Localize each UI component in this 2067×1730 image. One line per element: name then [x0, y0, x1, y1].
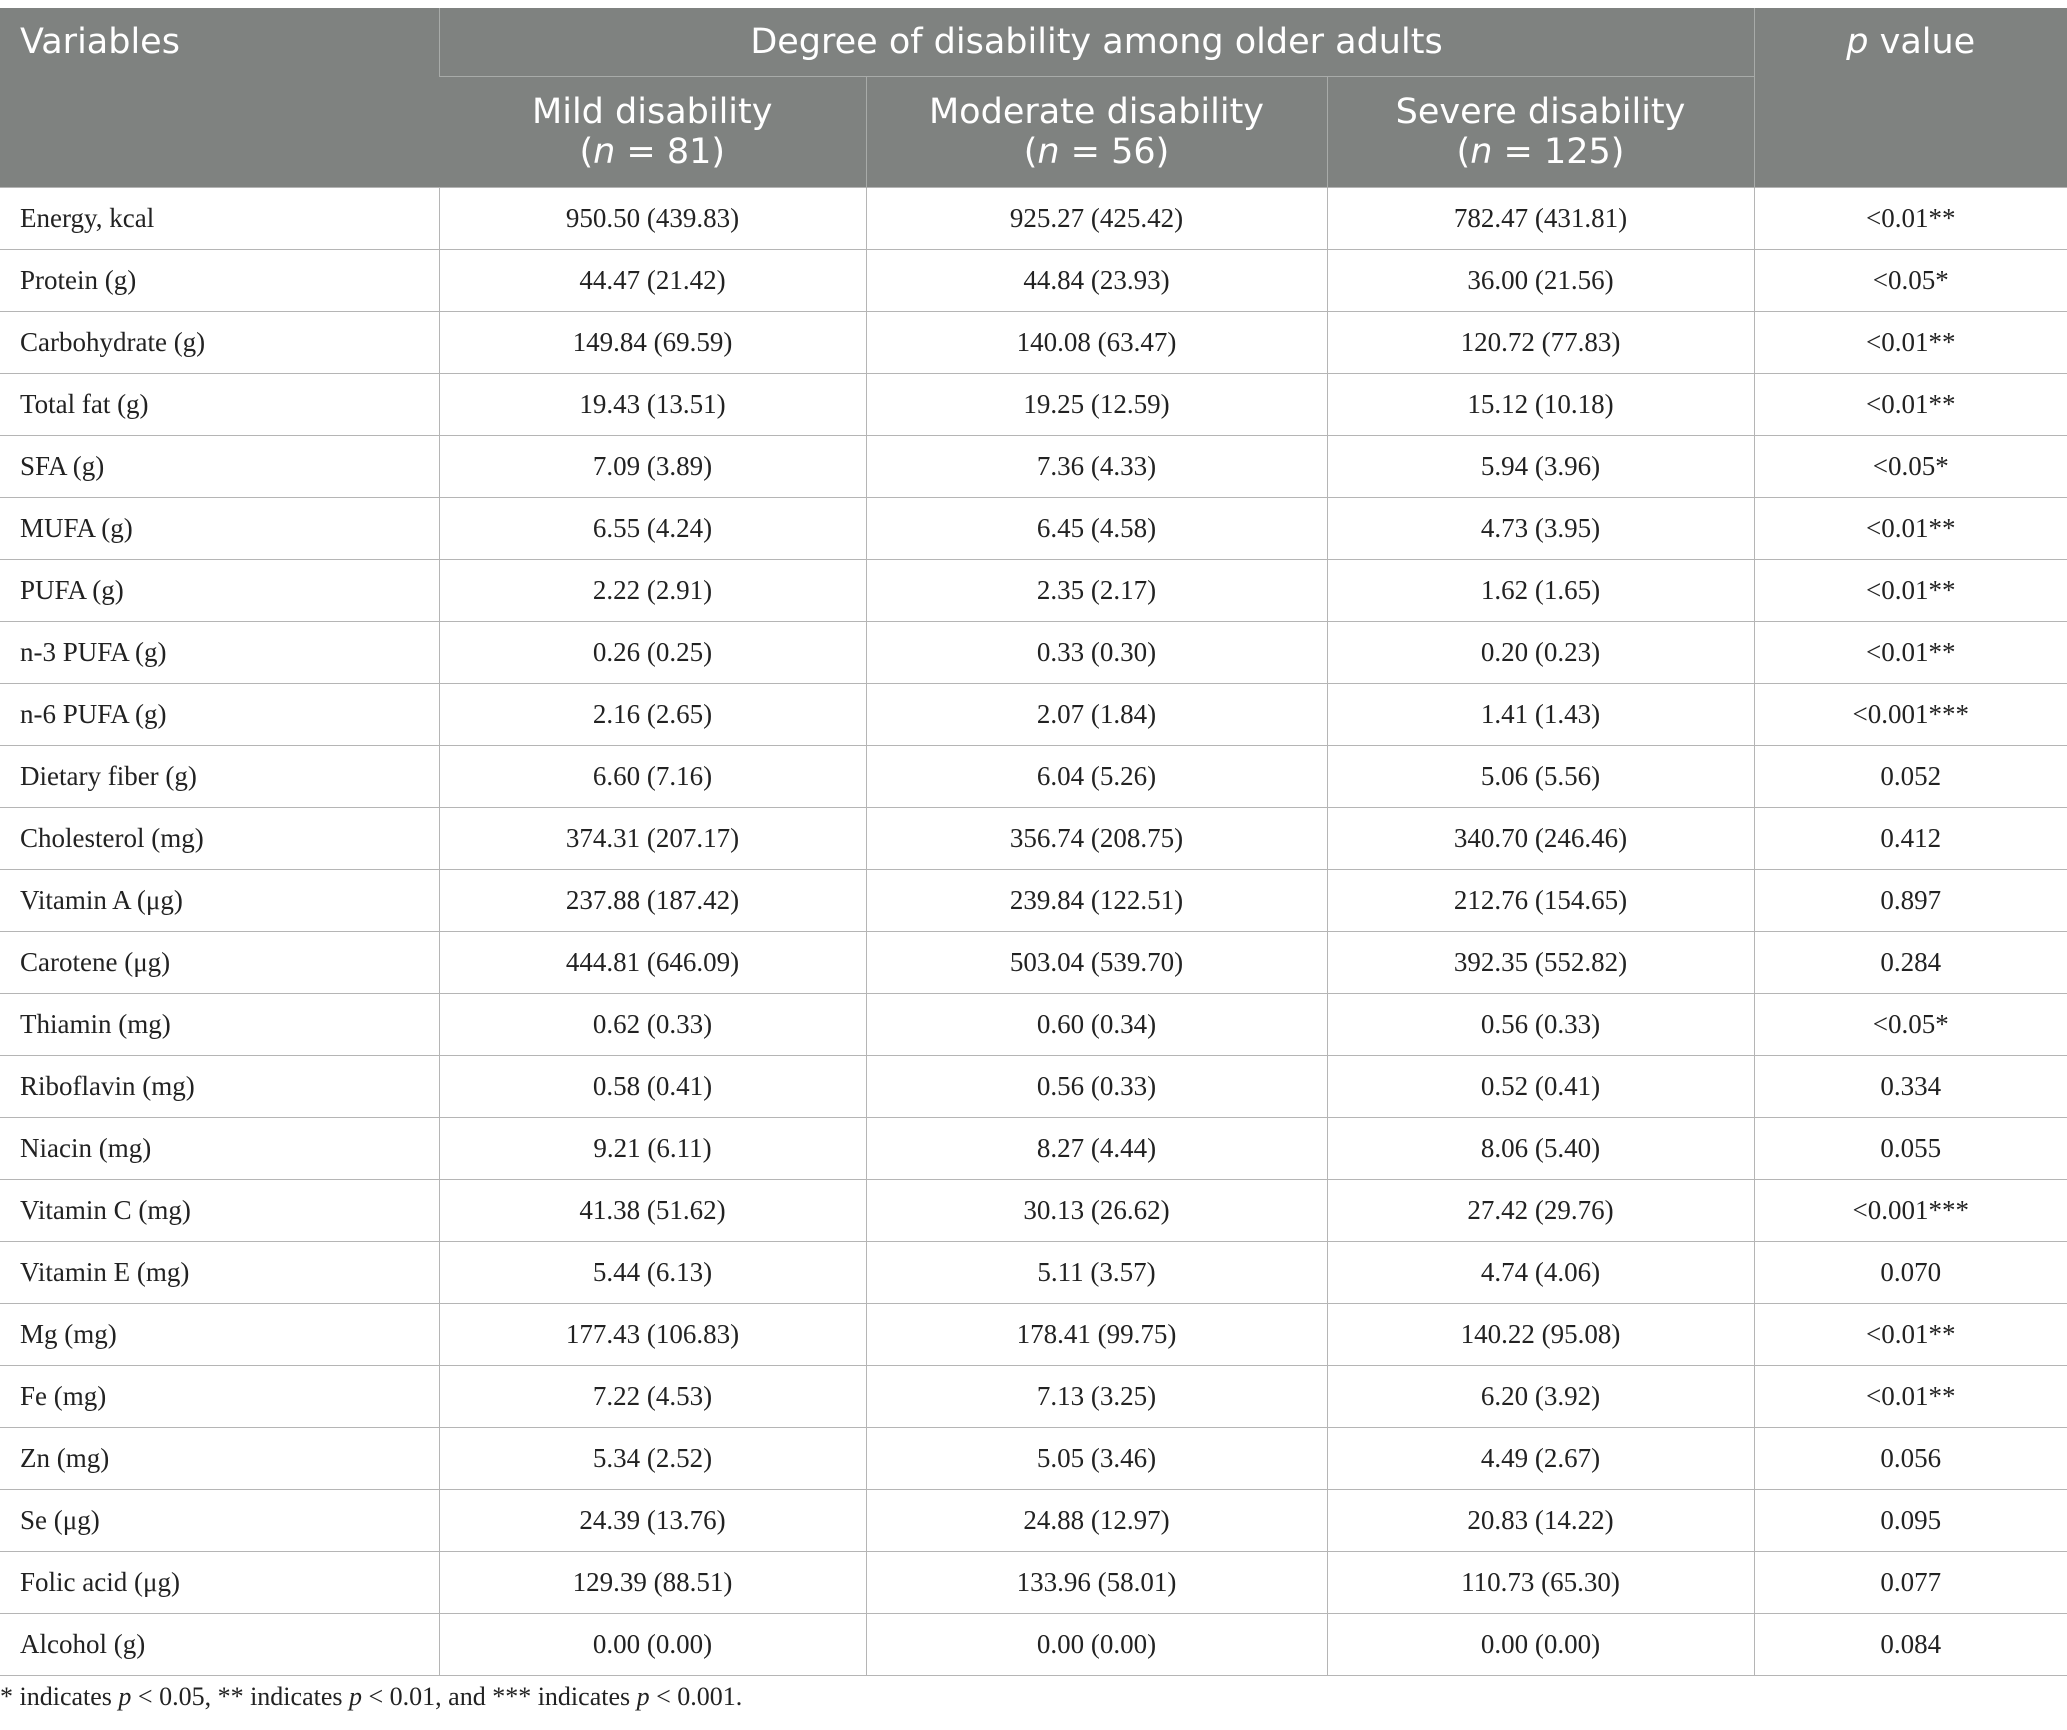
severe-cell: 782.47 (431.81) [1327, 188, 1754, 250]
mild-cell: 9.21 (6.11) [439, 1118, 866, 1180]
table-row [0, 1242, 2067, 1304]
moderate-cell: 925.27 (425.42) [866, 188, 1327, 250]
severe-cell: 4.73 (3.95) [1327, 498, 1754, 560]
moderate-cell: 7.13 (3.25) [866, 1366, 1327, 1428]
table-row [0, 1552, 2067, 1614]
mild-cell: 0.26 (0.25) [439, 622, 866, 684]
severe-cell: 0.20 (0.23) [1327, 622, 1754, 684]
table-row [0, 808, 2067, 870]
mild-cell: 2.16 (2.65) [439, 684, 866, 746]
variable-cell: Vitamin C (mg) [0, 1180, 439, 1242]
p-value-cell: <0.01** [1754, 312, 2067, 374]
header-p-italic: p [1846, 22, 1869, 62]
nutrient-intake-table-container [0, 8, 2067, 1676]
mild-cell: 0.62 (0.33) [439, 994, 866, 1056]
moderate-cell: 24.88 (12.97) [866, 1490, 1327, 1552]
moderate-cell: 6.04 (5.26) [866, 746, 1327, 808]
table-row [0, 312, 2067, 374]
table-row [0, 622, 2067, 684]
moderate-cell: 503.04 (539.70) [866, 932, 1327, 994]
table-row [0, 1490, 2067, 1552]
moderate-cell: 0.00 (0.00) [866, 1614, 1327, 1676]
p-value-cell: 0.056 [1754, 1428, 2067, 1490]
footnote-p-1: p [118, 1682, 132, 1711]
col-moderate-n-value: = 56 [1059, 132, 1156, 172]
col-mild-n-value: = 81 [615, 132, 712, 172]
variable-cell: SFA (g) [0, 436, 439, 498]
col-moderate-n-label: n [1037, 132, 1060, 172]
table-row [0, 994, 2067, 1056]
table-row [0, 1366, 2067, 1428]
table-row [0, 870, 2067, 932]
mild-cell: 5.34 (2.52) [439, 1428, 866, 1490]
p-value-cell: <0.01** [1754, 374, 2067, 436]
severe-cell: 36.00 (21.56) [1327, 250, 1754, 312]
severe-cell: 27.42 (29.76) [1327, 1180, 1754, 1242]
moderate-cell: 30.13 (26.62) [866, 1180, 1327, 1242]
moderate-cell: 19.25 (12.59) [866, 374, 1327, 436]
variable-cell: PUFA (g) [0, 560, 439, 622]
mild-cell: 41.38 (51.62) [439, 1180, 866, 1242]
variable-cell: Se (μg) [0, 1490, 439, 1552]
mild-cell: 2.22 (2.91) [439, 560, 866, 622]
header-variables: Variables [0, 8, 439, 188]
p-value-cell: <0.05* [1754, 994, 2067, 1056]
variable-cell: Carotene (μg) [0, 932, 439, 994]
variable-cell: Fe (mg) [0, 1366, 439, 1428]
severe-cell: 140.22 (95.08) [1327, 1304, 1754, 1366]
p-value-cell: 0.095 [1754, 1490, 2067, 1552]
variable-cell: Vitamin A (μg) [0, 870, 439, 932]
footnote-p-3: p [636, 1682, 650, 1711]
mild-cell: 6.55 (4.24) [439, 498, 866, 560]
p-value-cell: <0.001*** [1754, 1180, 2067, 1242]
variable-cell: Energy, kcal [0, 188, 439, 250]
variable-cell: Cholesterol (mg) [0, 808, 439, 870]
footnote-part-4: < 0.001. [649, 1682, 743, 1711]
table-row [0, 188, 2067, 250]
col-severe-n-value: = 125 [1492, 132, 1611, 172]
moderate-cell: 0.56 (0.33) [866, 1056, 1327, 1118]
header-col-mild: Mild disability (n = 81) [439, 77, 866, 188]
table-row [0, 1118, 2067, 1180]
moderate-cell: 178.41 (99.75) [866, 1304, 1327, 1366]
table-row [0, 374, 2067, 436]
mild-cell: 149.84 (69.59) [439, 312, 866, 374]
moderate-cell: 133.96 (58.01) [866, 1552, 1327, 1614]
p-value-cell: 0.897 [1754, 870, 2067, 932]
table-row [0, 560, 2067, 622]
table-row [0, 1180, 2067, 1242]
variable-cell: n-6 PUFA (g) [0, 684, 439, 746]
severe-cell: 0.56 (0.33) [1327, 994, 1754, 1056]
footnote-part-1: * indicates [0, 1682, 119, 1711]
header-col-moderate: Moderate disability (n = 56) [866, 77, 1327, 188]
p-value-cell: 0.284 [1754, 932, 2067, 994]
mild-cell: 177.43 (106.83) [439, 1304, 866, 1366]
footnote-p-2: p [349, 1682, 362, 1711]
col-moderate-name: Moderate disability [928, 92, 1265, 132]
col-mild-name: Mild disability [532, 92, 773, 132]
variable-cell: Protein (g) [0, 250, 439, 312]
p-value-cell: 0.055 [1754, 1118, 2067, 1180]
moderate-cell: 8.27 (4.44) [866, 1118, 1327, 1180]
p-value-cell: 0.412 [1754, 808, 2067, 870]
variable-cell: Zn (mg) [0, 1428, 439, 1490]
p-value-cell: <0.01** [1754, 188, 2067, 250]
header-p-value [1754, 8, 2067, 188]
table-row [0, 746, 2067, 808]
table-header [0, 8, 2067, 188]
p-value-cell: 0.084 [1754, 1614, 2067, 1676]
mild-cell: 950.50 (439.83) [439, 188, 866, 250]
table-row [0, 1428, 2067, 1490]
mild-cell: 5.44 (6.13) [439, 1242, 866, 1304]
variable-cell: Niacin (mg) [0, 1118, 439, 1180]
severe-cell: 0.52 (0.41) [1327, 1056, 1754, 1118]
variable-cell: Alcohol (g) [0, 1614, 439, 1676]
severe-cell: 110.73 (65.30) [1327, 1552, 1754, 1614]
moderate-cell: 7.36 (4.33) [866, 436, 1327, 498]
severe-cell: 8.06 (5.40) [1327, 1118, 1754, 1180]
mild-cell: 237.88 (187.42) [439, 870, 866, 932]
table-row [0, 932, 2067, 994]
severe-cell: 1.41 (1.43) [1327, 684, 1754, 746]
p-value-cell: <0.01** [1754, 1366, 2067, 1428]
moderate-cell: 5.11 (3.57) [866, 1242, 1327, 1304]
severe-cell: 120.72 (77.83) [1327, 312, 1754, 374]
variable-cell: Thiamin (mg) [0, 994, 439, 1056]
p-value-cell: <0.01** [1754, 498, 2067, 560]
severe-cell: 212.76 (154.65) [1327, 870, 1754, 932]
table-body [0, 188, 2067, 1676]
variable-cell: Mg (mg) [0, 1304, 439, 1366]
variable-cell: n-3 PUFA (g) [0, 622, 439, 684]
severe-cell: 0.00 (0.00) [1327, 1614, 1754, 1676]
mild-cell: 6.60 (7.16) [439, 746, 866, 808]
variable-cell: Folic acid (μg) [0, 1552, 439, 1614]
footnote-part-2: < 0.05, ** indicates [131, 1682, 349, 1711]
mild-cell: 0.00 (0.00) [439, 1614, 866, 1676]
variable-cell: Carbohydrate (g) [0, 312, 439, 374]
p-value-cell: <0.05* [1754, 436, 2067, 498]
nutrient-intake-table [0, 8, 2067, 1676]
header-p-rest: value [1868, 22, 1976, 62]
mild-cell: 24.39 (13.76) [439, 1490, 866, 1552]
mild-cell: 7.22 (4.53) [439, 1366, 866, 1428]
variable-cell: Total fat (g) [0, 374, 439, 436]
mild-cell: 129.39 (88.51) [439, 1552, 866, 1614]
header-group-title: Degree of disability among older adults [439, 8, 1754, 77]
mild-cell: 0.58 (0.41) [439, 1056, 866, 1118]
mild-cell: 7.09 (3.89) [439, 436, 866, 498]
table-row [0, 1614, 2067, 1676]
variable-cell: MUFA (g) [0, 498, 439, 560]
p-value-cell: <0.01** [1754, 1304, 2067, 1366]
p-value-cell: <0.01** [1754, 622, 2067, 684]
mild-cell: 444.81 (646.09) [439, 932, 866, 994]
moderate-cell: 356.74 (208.75) [866, 808, 1327, 870]
moderate-cell: 5.05 (3.46) [866, 1428, 1327, 1490]
moderate-cell: 44.84 (23.93) [866, 250, 1327, 312]
variable-cell: Riboflavin (mg) [0, 1056, 439, 1118]
p-value-cell: 0.070 [1754, 1242, 2067, 1304]
p-value-cell: 0.077 [1754, 1552, 2067, 1614]
table-row [0, 684, 2067, 746]
mild-cell: 44.47 (21.42) [439, 250, 866, 312]
moderate-cell: 140.08 (63.47) [866, 312, 1327, 374]
severe-cell: 15.12 (10.18) [1327, 374, 1754, 436]
moderate-cell: 0.33 (0.30) [866, 622, 1327, 684]
severe-cell: 20.83 (14.22) [1327, 1490, 1754, 1552]
table-row [0, 1056, 2067, 1118]
p-value-cell: 0.334 [1754, 1056, 2067, 1118]
p-value-cell: <0.01** [1754, 560, 2067, 622]
variable-cell: Vitamin E (mg) [0, 1242, 439, 1304]
table-row [0, 498, 2067, 560]
moderate-cell: 2.07 (1.84) [866, 684, 1327, 746]
mild-cell: 374.31 (207.17) [439, 808, 866, 870]
header-col-severe: Severe disability (n = 125) [1327, 77, 1754, 188]
severe-cell: 5.94 (3.96) [1327, 436, 1754, 498]
col-severe-n-label: n [1470, 132, 1493, 172]
table-row [0, 250, 2067, 312]
moderate-cell: 6.45 (4.58) [866, 498, 1327, 560]
p-value-cell: <0.001*** [1754, 684, 2067, 746]
moderate-cell: 0.60 (0.34) [866, 994, 1327, 1056]
p-value-cell: 0.052 [1754, 746, 2067, 808]
col-severe-name: Severe disability [1395, 92, 1686, 132]
severe-cell: 6.20 (3.92) [1327, 1366, 1754, 1428]
table-footnote [0, 1682, 742, 1712]
severe-cell: 5.06 (5.56) [1327, 746, 1754, 808]
table-row [0, 436, 2067, 498]
severe-cell: 392.35 (552.82) [1327, 932, 1754, 994]
severe-cell: 4.74 (4.06) [1327, 1242, 1754, 1304]
severe-cell: 1.62 (1.65) [1327, 560, 1754, 622]
table-row [0, 1304, 2067, 1366]
mild-cell: 19.43 (13.51) [439, 374, 866, 436]
moderate-cell: 2.35 (2.17) [866, 560, 1327, 622]
moderate-cell: 239.84 (122.51) [866, 870, 1327, 932]
variable-cell: Dietary fiber (g) [0, 746, 439, 808]
col-mild-n-label: n [593, 132, 616, 172]
p-value-cell: <0.05* [1754, 250, 2067, 312]
severe-cell: 340.70 (246.46) [1327, 808, 1754, 870]
severe-cell: 4.49 (2.67) [1327, 1428, 1754, 1490]
footnote-part-3: < 0.01, and *** indicates [362, 1682, 637, 1711]
